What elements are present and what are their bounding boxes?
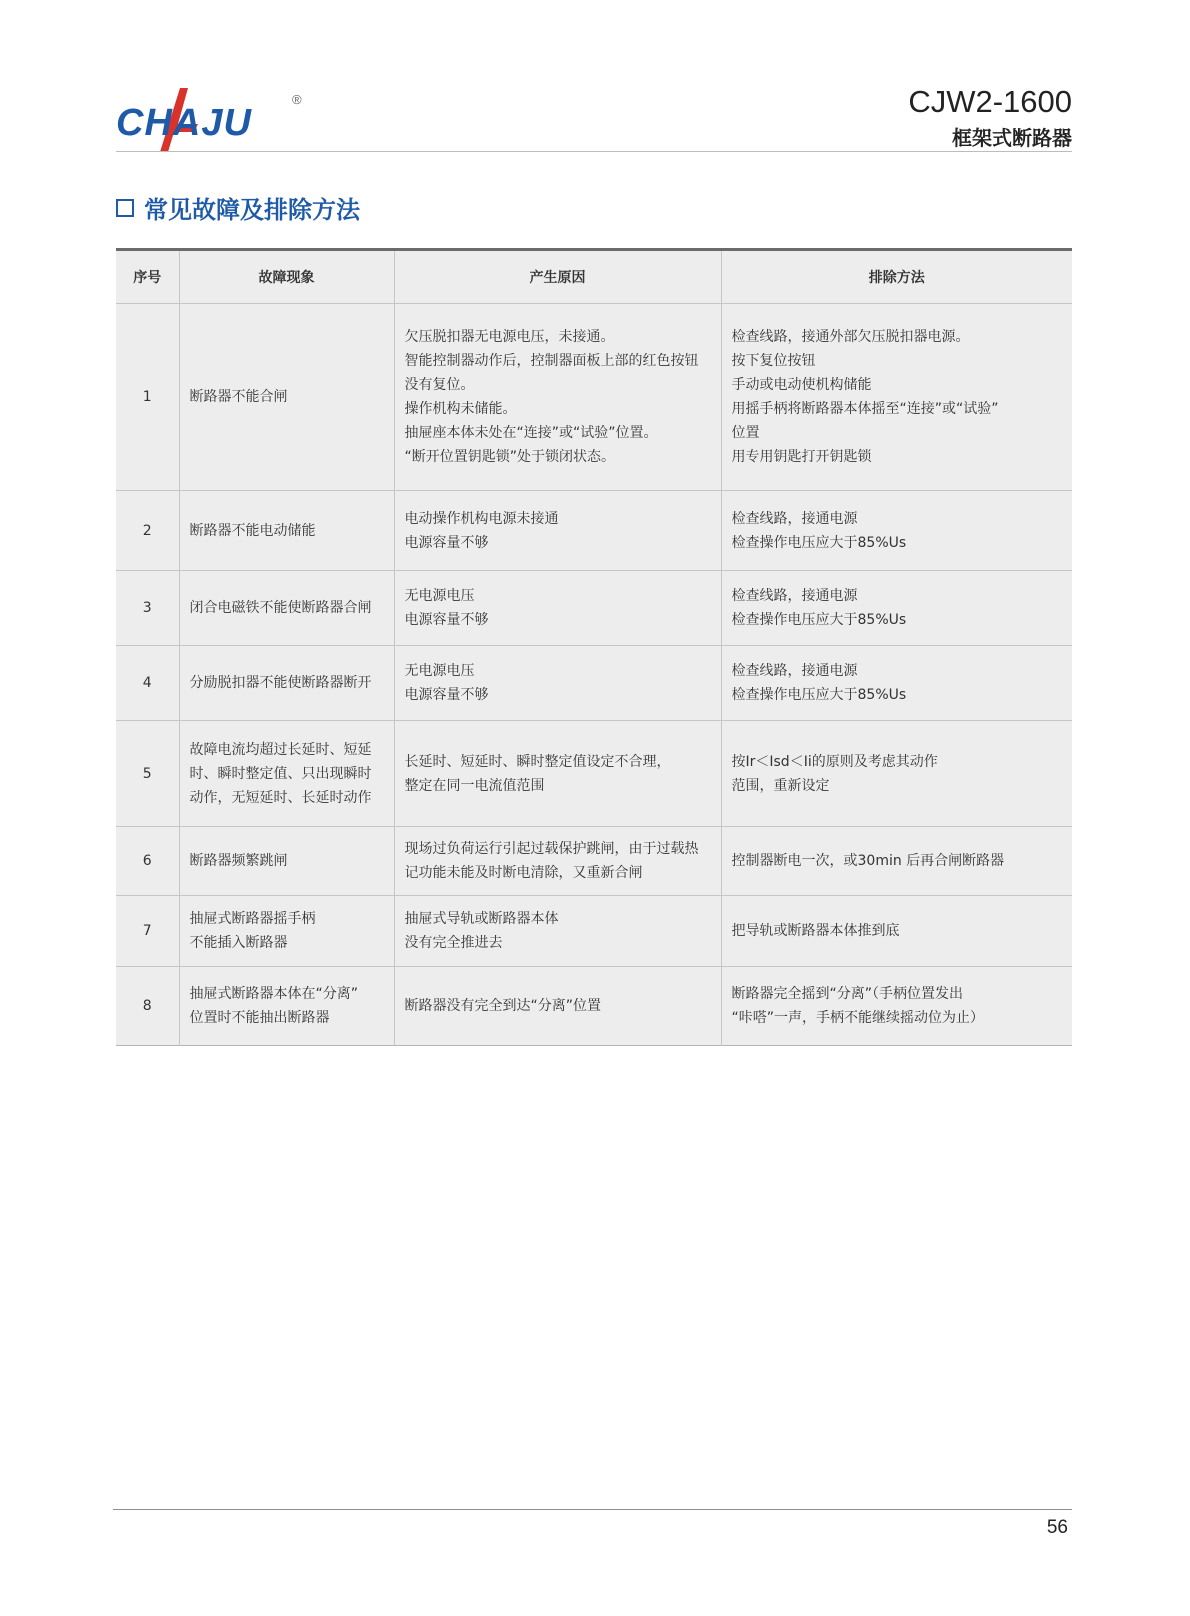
remedy-text-line: 检查线路，接通外部欠压脱扣器电源。 (731, 329, 970, 345)
cell-symptom (179, 304, 394, 491)
remedy-text-line: 检查操作电压应大于85%Us (731, 687, 907, 703)
cause-text-line: 没有复位。 (404, 377, 475, 393)
cause-text-line: 现场过负荷运行引起过载保护跳闸，由于过载热 (404, 841, 699, 857)
remedy-text-line: 按Ir＜Isd＜Ii的原则及考虑其动作 (731, 753, 938, 770)
table-row (116, 827, 1072, 896)
cell-remedy (721, 491, 1072, 571)
cell-remedy (721, 967, 1072, 1046)
row-number: 3 (116, 571, 179, 646)
cell-cause (394, 304, 721, 491)
cell-remedy (721, 571, 1072, 646)
remedy-text-line: 检查操作电压应大于85%Us (731, 612, 907, 628)
cause-text-line: 电动操作机构电源未接通 (404, 510, 559, 527)
table-row (116, 721, 1072, 827)
product-subtitle: 框架式断路器 (952, 126, 1072, 150)
symptom-text-line: 断路器不能合闸 (189, 389, 288, 405)
logo-text: CHAJU (116, 102, 252, 144)
remedy-text-line: 用专用钥匙打开钥匙锁 (731, 449, 872, 465)
cell-remedy (721, 304, 1072, 491)
table-row (116, 896, 1072, 967)
cell-cause (394, 646, 721, 721)
cause-text-line: 欠压脱扣器无电源电压，未接通。 (404, 329, 615, 345)
cause-text-line: 记功能未能及时断电清除，又重新合闸 (404, 865, 643, 881)
cause-text-line: 操作机构未储能。 (404, 401, 517, 417)
fault-table (116, 248, 1072, 1046)
symptom-text-line: 动作，无短延时、长延时动作 (189, 789, 372, 806)
header-symptom: 故障现象 (179, 250, 394, 304)
cell-symptom (179, 646, 394, 721)
symptom-text-line: 时、瞬时整定值、只出现瞬时 (189, 765, 372, 782)
remedy-text-line: 范围，重新设定 (731, 777, 830, 794)
remedy-text-line: 位置 (731, 425, 760, 441)
footer-divider (113, 1509, 1072, 1510)
symptom-text-line: 故障电流均超过长延时、短延 (189, 741, 372, 758)
cell-symptom (179, 896, 394, 967)
header-number: 序号 (116, 250, 179, 304)
symptom-text-line: 断路器不能电动储能 (189, 522, 316, 539)
cause-text-line: 抽屉式导轨或断路器本体 (404, 911, 559, 927)
cell-symptom (179, 721, 394, 827)
cell-cause (394, 491, 721, 571)
cause-text-line: 无电源电压 (404, 588, 475, 604)
table-row (116, 571, 1072, 646)
table-row (116, 304, 1072, 491)
row-number: 2 (116, 491, 179, 571)
registered-mark: ® (292, 92, 302, 107)
section-heading (116, 190, 360, 225)
cell-cause (394, 967, 721, 1046)
square-bullet-icon (116, 199, 134, 217)
remedy-text-line: 断路器完全摇到“分离”（手柄位置发出 (731, 986, 964, 1002)
symptom-text-line: 抽屉式断路器本体在“分离” (189, 986, 359, 1002)
table-row (116, 967, 1072, 1046)
header-remedy: 排除方法 (721, 250, 1072, 304)
remedy-text-line: 检查线路，接通电源 (731, 663, 858, 679)
row-number: 7 (116, 896, 179, 967)
symptom-text-line: 抽屉式断路器摇手柄 (189, 911, 316, 927)
cause-text-line: 无电源电压 (404, 663, 475, 679)
cause-text-line: 没有完全推进去 (404, 935, 503, 951)
remedy-text-line: 检查线路，接通电源 (731, 510, 858, 527)
table-header-row (116, 250, 1072, 304)
table-row (116, 646, 1072, 721)
cause-text-line: 智能控制器动作后，控制器面板上部的红色按钮 (404, 353, 699, 369)
remedy-text-line: 控制器断电一次，或30min 后再合闸断路器 (731, 853, 1005, 869)
cell-symptom (179, 967, 394, 1046)
page-number: 56 (1046, 1517, 1068, 1538)
remedy-text-line: 按下复位按钮 (731, 353, 816, 369)
remedy-text-line: 检查线路，接通电源 (731, 588, 858, 604)
cell-cause (394, 896, 721, 967)
cause-text-line: 长延时、短延时、瞬时整定值设定不合理， (404, 753, 671, 770)
header-cause: 产生原因 (394, 250, 721, 304)
cell-cause (394, 827, 721, 896)
cell-symptom (179, 827, 394, 896)
cell-cause (394, 721, 721, 827)
remedy-text-line: 把导轨或断路器本体推到底 (731, 923, 900, 939)
cause-text-line: 整定在同一电流值范围 (404, 777, 545, 794)
section-title: 常见故障及排除方法 (144, 196, 360, 224)
cell-remedy (721, 646, 1072, 721)
cell-remedy (721, 721, 1072, 827)
symptom-text-line: 断路器频繁跳闸 (189, 853, 288, 869)
row-number: 5 (116, 721, 179, 827)
model-number: CJW2-1600 (908, 84, 1072, 119)
cell-cause (394, 571, 721, 646)
symptom-text-line: 不能插入断路器 (189, 935, 288, 951)
symptom-text-line: 位置时不能抽出断路器 (189, 1010, 330, 1026)
remedy-text-line: 用摇手柄将断路器本体摇至“连接”或“试验” (731, 401, 999, 417)
remedy-text-line: 手动或电动使机构储能 (731, 377, 872, 393)
cell-remedy (721, 827, 1072, 896)
symptom-text-line: 闭合电磁铁不能使断路器合闸 (189, 600, 372, 616)
header-divider (116, 151, 1072, 152)
symptom-text-line: 分励脱扣器不能使断路器断开 (189, 675, 372, 691)
cause-text-line: “断开位置钥匙锁”处于锁闭状态。 (404, 449, 616, 465)
cause-text-line: 抽屉座本体未处在“连接”或“试验”位置。 (404, 425, 658, 441)
cause-text-line: 电源容量不够 (404, 534, 489, 551)
remedy-text-line: “咔嗒”一声，手柄不能继续摇动位为止） (731, 1010, 985, 1026)
row-number: 6 (116, 827, 179, 896)
remedy-text-line: 检查操作电压应大于85%Us (731, 534, 907, 551)
row-number: 4 (116, 646, 179, 721)
cell-symptom (179, 571, 394, 646)
table-row (116, 491, 1072, 571)
cell-symptom (179, 491, 394, 571)
cause-text-line: 电源容量不够 (404, 687, 489, 703)
cell-remedy (721, 896, 1072, 967)
row-number: 8 (116, 967, 179, 1046)
row-number: 1 (116, 304, 179, 491)
brand-logo (116, 84, 316, 156)
cause-text-line: 电源容量不够 (404, 612, 489, 628)
cause-text-line: 断路器没有完全到达“分离”位置 (404, 998, 602, 1014)
